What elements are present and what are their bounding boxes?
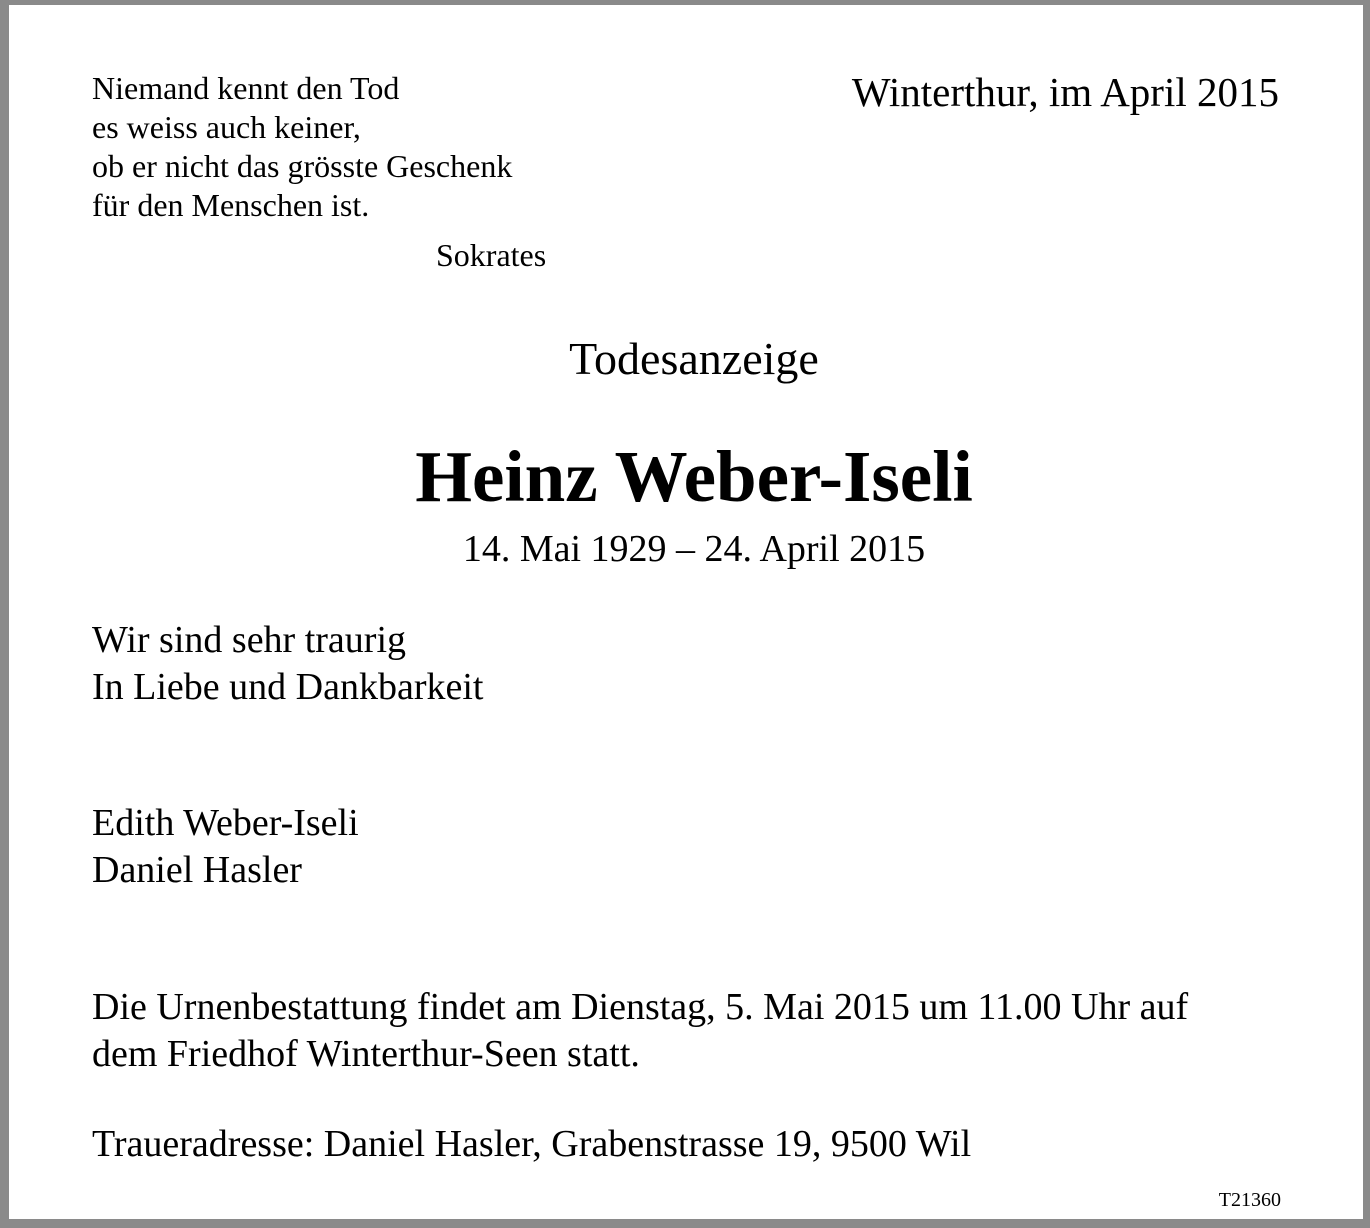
life-dates: 14. Mai 1929 – 24. April 2015 — [462, 528, 926, 570]
quote-line: Niemand kennt den Tod — [92, 70, 400, 106]
quote-line: für den Menschen ist. — [92, 187, 370, 223]
ad-code: T21360 — [1218, 1189, 1281, 1211]
mourning-address: Traueradresse: Daniel Hasler, Grabenstrasse 19, 9500 Wil — [92, 1123, 972, 1165]
quote-author: Sokrates — [436, 237, 547, 273]
deceased-name: Heinz Weber-Iseli — [415, 436, 973, 517]
ceremony-line: dem Friedhof Winterthur-Seen statt. — [92, 1033, 640, 1075]
sentiment-line: Wir sind sehr traurig — [92, 619, 407, 661]
quote-line: ob er nicht das grösste Geschenk — [92, 148, 513, 184]
quote-block — [92, 69, 512, 225]
sentiments-block — [92, 617, 483, 711]
sentiment-line: In Liebe und Dankbarkeit — [92, 666, 484, 708]
place-date: Winterthur, im April 2015 — [851, 69, 1279, 115]
quote-line: es weiss auch keiner, — [92, 109, 361, 145]
mourner-name: Daniel Hasler — [92, 849, 302, 891]
mourners-block — [92, 800, 359, 894]
ceremony-info — [92, 984, 1188, 1078]
notice-heading: Todesanzeige — [569, 333, 819, 384]
ceremony-line: Die Urnenbestattung findet am Dienstag, 5. Mai 2015 um 11.00 Uhr auf — [92, 986, 1189, 1028]
mourner-name: Edith Weber-Iseli — [92, 802, 359, 844]
